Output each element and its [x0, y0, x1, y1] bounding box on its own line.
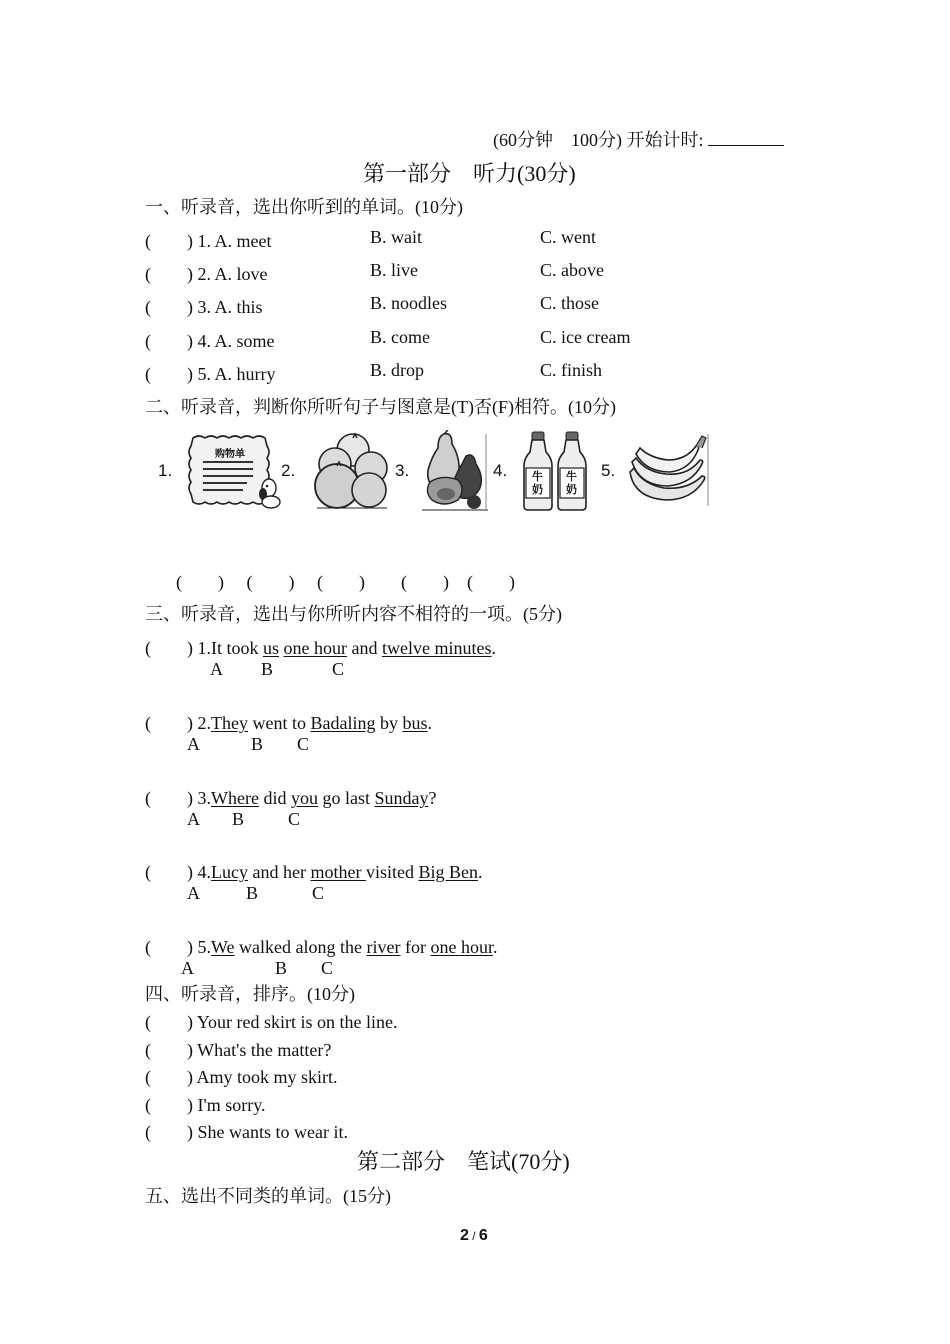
pears-picture — [422, 430, 488, 517]
start-time-blank[interactable] — [708, 131, 784, 146]
s1-q1-c: C. went — [540, 227, 596, 247]
section5-heading: 五、选出不同类的单词。(15分) — [145, 1186, 391, 1206]
option-c: Sunday — [374, 788, 429, 808]
s1-q5-c: C. finish — [540, 360, 603, 380]
s3-q5-label-b: B — [275, 958, 288, 978]
s3-q1-sentence: ( ) 1.It took us one hour and twelve minutes. — [145, 638, 496, 658]
s3-q5-label-c: C — [321, 958, 334, 978]
s3-q4-sentence: ( ) 4.Lucy and her mother visited Big Ben. — [145, 862, 483, 882]
option-b: river — [366, 937, 401, 957]
milk-label-2: 牛奶 — [566, 470, 577, 496]
part2-title: 第二部分 笔试(70分) — [357, 1149, 570, 1174]
option-b: one hour — [283, 638, 347, 658]
option-a: We — [211, 937, 235, 957]
shopping-list-picture — [185, 432, 283, 515]
s4-item-2: ( ) What's the matter? — [145, 1040, 332, 1060]
pic-number-3: 3. — [395, 461, 410, 480]
s1-q4: ( ) 4. A. some — [145, 331, 275, 351]
s3-q2-sentence: ( ) 2.They went to Badaling by bus. — [145, 713, 432, 733]
section2-answer-blanks[interactable]: ( ) ( ) ( ) ( ) ( ) — [176, 572, 515, 592]
s3-q2-label-c: C — [297, 734, 310, 754]
oranges-picture — [307, 430, 389, 515]
pic-number-4: 4. — [493, 461, 508, 480]
s3-q3-label-a: A — [187, 809, 200, 829]
s1-q1: ( ) 1. A. meet — [145, 231, 272, 251]
s3-q2-label-a: A — [187, 734, 200, 754]
section3-heading: 三、听录音，选出与你所听内容不相符的一项。(5分) — [145, 604, 562, 624]
option-b: mother — [310, 862, 366, 882]
s3-q4-label-b: B — [246, 883, 259, 903]
s4-item-4: ( ) I'm sorry. — [145, 1095, 266, 1115]
part1-title: 第一部分 听力(30分) — [363, 161, 576, 186]
page-number: 2 / 6 — [460, 1227, 488, 1244]
option-a: us — [263, 638, 280, 658]
s1-q5: ( ) 5. A. hurry — [145, 364, 276, 384]
s1-q3: ( ) 3. A. this — [145, 297, 263, 317]
milk-bottles-picture — [520, 430, 596, 517]
s4-item-1: ( ) Your red skirt is on the line. — [145, 1012, 398, 1032]
s3-q3-sentence: ( ) 3.Where did you go last Sunday? — [145, 788, 437, 808]
s1-q2-c: C. above — [540, 260, 604, 280]
s3-q2-label-b: B — [251, 734, 264, 754]
s3-q5-sentence: ( ) 5.We walked along the river for one hour. — [145, 937, 498, 957]
s1-q3-b: B. noodles — [370, 293, 448, 313]
option-a: Where — [211, 788, 259, 808]
s3-q3-label-c: C — [288, 809, 301, 829]
s1-q3-c: C. those — [540, 293, 600, 313]
s3-q1-label-a: A — [210, 659, 223, 679]
s1-q4-b: B. come — [370, 327, 430, 347]
pic-number-2: 2. — [281, 461, 296, 480]
section4-heading: 四、听录音，排序。(10分) — [145, 984, 355, 1004]
s3-q1-label-b: B — [261, 659, 274, 679]
s3-q1-label-c: C — [332, 659, 345, 679]
s3-q5-label-a: A — [181, 958, 194, 978]
s1-q2-b: B. live — [370, 260, 418, 280]
s1-q4-c: C. ice cream — [540, 327, 631, 347]
s1-q2: ( ) 2. A. love — [145, 264, 268, 284]
section2-heading: 二、听录音，判断你所听句子与图意是(T)否(F)相符。(10分) — [145, 397, 616, 417]
timer-line: (60分钟 100分) 开始计时: — [493, 126, 784, 152]
s4-item-5: ( ) She wants to wear it. — [145, 1122, 348, 1142]
option-c: one hour — [430, 937, 493, 957]
milk-label-1: 牛奶 — [532, 470, 543, 496]
s3-q4-label-a: A — [187, 883, 200, 903]
s3-q4-label-c: C — [312, 883, 325, 903]
shopping-list-label: 购物单 — [215, 449, 245, 460]
section1-heading: 一、听录音，选出你听到的单词。(10分) — [145, 197, 463, 217]
pic-number-5: 5. — [601, 461, 616, 480]
bananas-picture — [626, 432, 710, 513]
option-c: bus — [402, 713, 428, 733]
option-b: you — [290, 788, 318, 808]
option-a: They — [211, 713, 248, 733]
option-c: twelve minutes — [382, 638, 492, 658]
pic-number-1: 1. — [158, 461, 173, 480]
s1-q5-b: B. drop — [370, 360, 424, 380]
option-a: Lucy — [211, 862, 248, 882]
s3-q3-label-b: B — [232, 809, 245, 829]
s4-item-3: ( ) Amy took my skirt. — [145, 1067, 338, 1087]
option-c: Big Ben — [418, 862, 478, 882]
option-b: Badaling — [310, 713, 376, 733]
s1-q1-b: B. wait — [370, 227, 422, 247]
